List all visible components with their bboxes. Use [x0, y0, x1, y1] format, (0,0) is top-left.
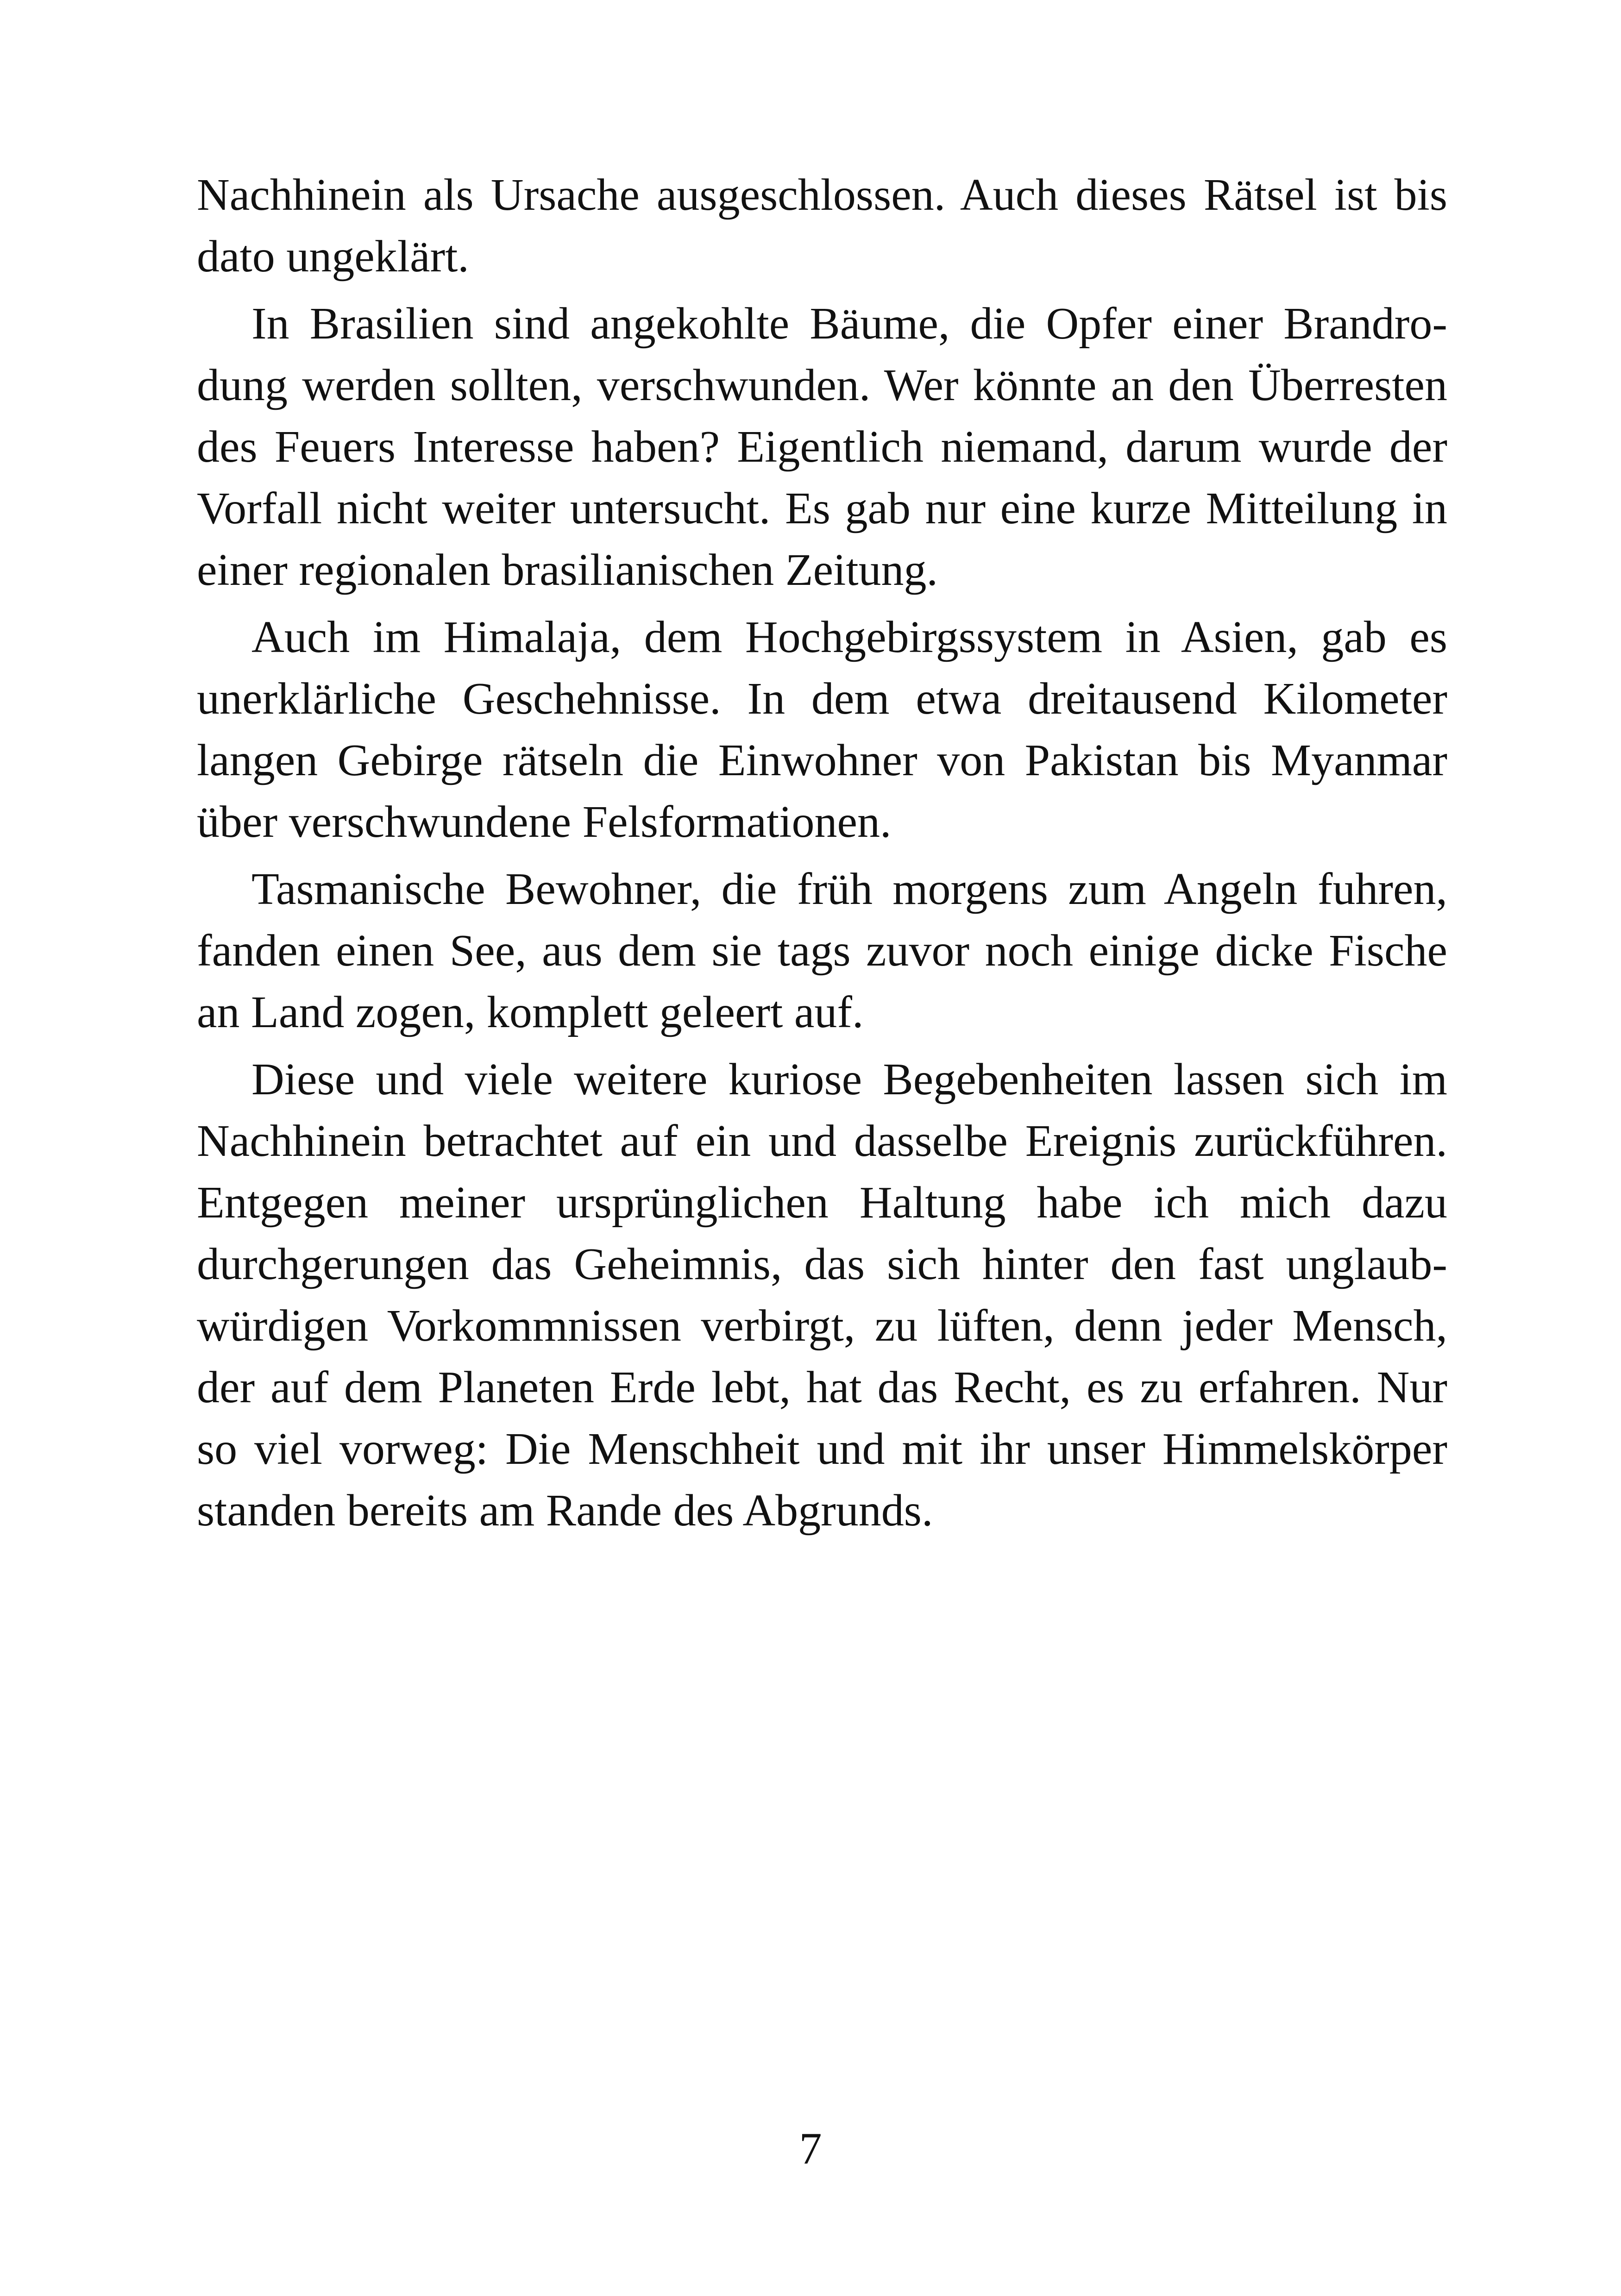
text-line: Nachhinein als Ursache ausgeschlossen. Auch dieses Rätsel ist bis	[197, 170, 1447, 220]
text-line: unerklärliche Geschehnisse. In dem etwa dreitausend Kilometer	[197, 674, 1447, 724]
text-line: durchgerungen das Geheimnis, das sich hinter den fast unglaub-	[197, 1239, 1447, 1289]
paragraph	[197, 1049, 1447, 1542]
text-line: dato ungeklärt.	[197, 232, 469, 282]
text-line: würdigen Vorkommnissen verbirgt, zu lüften, denn jeder Mensch,	[197, 1301, 1447, 1351]
text-line: In Brasilien sind angekohlte Bäume, die Opfer einer Brandro-	[251, 299, 1447, 349]
text-line: Diese und viele weitere kuriose Begebenheiten lassen sich im	[251, 1054, 1447, 1104]
text-line: der auf dem Planeten Erde lebt, hat das Recht, es zu erfahren. Nur	[197, 1362, 1447, 1412]
body-text	[197, 164, 1447, 1542]
text-line: über verschwundene Felsformationen.	[197, 797, 892, 847]
text-line: Tasmanische Bewohner, die früh morgens zum Angeln fuhren,	[251, 864, 1447, 914]
text-line: an Land zogen, komplett geleert auf.	[197, 987, 864, 1037]
text-line: standen bereits am Rande des Abgrunds.	[197, 1486, 933, 1536]
text-line: Vorfall nicht weiter untersucht. Es gab nur eine kurze Mitteilung in	[197, 483, 1447, 533]
paragraph	[197, 607, 1447, 853]
text-line: dung werden sollten, verschwunden. Wer könnte an den Überresten	[197, 360, 1447, 410]
text-line: Entgegen meiner ursprünglichen Haltung habe ich mich dazu	[197, 1178, 1447, 1228]
text-line: langen Gebirge rätseln die Einwohner von Pakistan bis Myanmar	[197, 735, 1447, 785]
text-line: fanden einen See, aus dem sie tags zuvor noch einige dicke Fische	[197, 926, 1447, 976]
page-number: 7	[799, 2124, 822, 2174]
text-line: des Feuers Interesse haben? Eigentlich niemand, darum wurde der	[197, 422, 1447, 472]
text-line: Auch im Himalaja, dem Hochgebirgssystem in Asien, gab es	[251, 612, 1447, 662]
paragraph	[197, 293, 1447, 601]
text-line: so viel vorweg: Die Menschheit und mit ihr unser Himmelskörper	[197, 1424, 1447, 1474]
text-line: Nachhinein betrachtet auf ein und dasselbe Ereignis zurückführen.	[197, 1116, 1447, 1166]
paragraph	[197, 164, 1447, 288]
paragraph	[197, 859, 1447, 1043]
text-line: einer regionalen brasilianischen Zeitung.	[197, 545, 938, 595]
